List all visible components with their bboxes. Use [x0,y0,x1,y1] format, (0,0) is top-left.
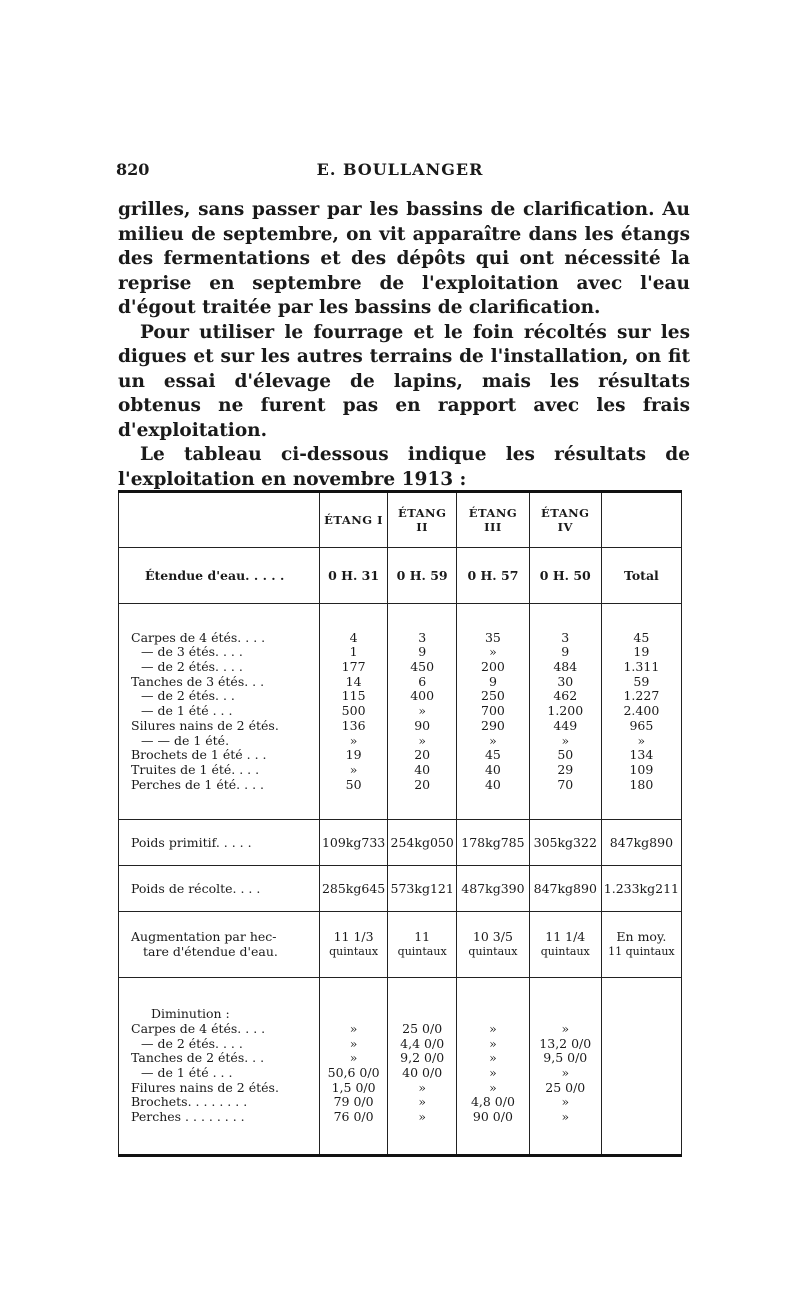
table-cell: » [561,1094,570,1110]
table-cell: quintaux [468,944,518,958]
diminution-block [119,978,682,1156]
table-cell: » [349,732,358,748]
table-cell: 40 [484,776,501,792]
table-cell: 9 [488,673,497,689]
table-cell: 109kg733 [319,820,387,866]
table-cell: 178kg785 [457,820,530,866]
table-cell: 20 [414,776,431,792]
row-label: Augmentation par hec- [131,928,277,944]
table-cell: 9 [561,644,570,660]
table-cell: 484 [553,659,578,675]
table-cell: » [349,1035,358,1051]
table-cell: 45 [633,629,650,645]
table-cell: 847kg890 [601,820,681,866]
table-cell: 0 H. 57 [457,548,530,604]
table-cell: 1.227 [623,688,660,704]
table-cell: — de 2 étés. . . . [141,1035,243,1051]
table-cell: 20 [414,747,431,763]
table-cell: 9 [418,644,427,660]
table-cell: 500 [341,703,366,719]
table-cell: En moy. [616,928,667,944]
paragraph: grilles, sans passer par les bassins de clarification. Au milieu de septembre, on vit apparaître dans les étangs des fermentations et des dépôts qui ont nécessité la reprise en septembre de l'exploitation avec l'eau d'égout traitée par les bassins de clarification. [118,199,690,318]
diminution-labels [119,978,320,1156]
table-cell: 0 H. 31 [319,548,387,604]
poids-primitif-row [119,820,682,866]
table-cell: Brochets. . . . . . . . [131,1094,248,1110]
table-cell: 30 [557,673,574,689]
table-cell: 19 [633,644,650,660]
table-cell: 50,6 0/0 [327,1065,380,1080]
table-cell: » [561,1020,570,1036]
table-cell: 79 0/0 [333,1094,374,1110]
table-cell: » [489,1050,497,1066]
table-cell: » [418,1109,426,1125]
table-cell: 45 [484,747,501,763]
diminution-etang4 [532,1022,599,1125]
table-cell: 177 [341,659,366,675]
table-cell: — — de 1 été. [141,732,230,748]
table-cell: 2.400 [623,703,660,719]
fish-etang4 [529,604,601,820]
table-cell: » [489,732,497,748]
page-number: 820 [116,160,150,179]
table-cell: 25 0/0 [402,1020,443,1036]
fish-block [119,604,682,820]
table-cell: Carpes de 4 étés. . . . [131,629,266,645]
table-cell: 11 quintaux [608,944,675,958]
table-cell: 14 [345,673,362,689]
table-cell: 40 0/0 [402,1065,443,1080]
table-cell: Carpes de 4 étés. . . . [131,1020,266,1036]
column-header [601,492,681,548]
table-cell: Perches . . . . . . . . [131,1109,245,1125]
table-cell: 1.233kg211 [601,866,681,912]
column-header: ÉTANG I [319,492,387,548]
table-cell: 0 H. 50 [529,548,601,604]
paragraph: Le tableau ci-dessous indique les résultats de l'exploitation en novembre 1913 : [118,444,690,490]
table-cell: 254kg050 [388,820,457,866]
table-cell: 180 [629,776,654,792]
running-title: E. BOULLANGER [316,160,484,179]
table-cell: 250 [481,688,505,704]
table-cell: 1 [349,644,358,660]
table-cell: 4,4 0/0 [400,1035,445,1051]
table-cell: » [489,1079,497,1095]
table-cell: » [489,1035,497,1051]
table-cell: 59 [633,673,650,689]
table-cell: 1,5 0/0 [331,1079,376,1095]
fish-total [601,604,681,820]
results-table [118,490,682,1157]
table-cell: 449 [553,717,578,733]
diminution-etang1 [322,1022,385,1125]
table-cell: 6 [418,673,427,689]
table-cell: Total [601,548,681,604]
diminution-etang3 [459,1022,527,1125]
fish-etang1 [319,604,387,820]
table-cell: » [489,644,497,660]
fish-etang3 [457,604,530,820]
table-cell: 76 0/0 [333,1109,374,1125]
table-cell: 109 [629,761,654,777]
table-cell: 136 [341,717,366,733]
table-cell: quintaux [540,944,590,958]
table-cell: 29 [557,761,574,777]
augmentation-label [119,912,320,978]
table-header-row [119,492,682,548]
table-cell: 40 [484,761,501,777]
fish-etang2 [388,604,457,820]
table-cell: 115 [341,688,366,704]
table-cell: 0 H. 59 [388,548,457,604]
table-cell: — de 2 étés. . . [141,688,235,704]
table-cell: 19 [345,747,362,763]
table-cell: » [489,1065,497,1080]
table-cell: 70 [557,776,574,792]
table-cell: 400 [410,688,435,704]
table-cell: 487kg390 [457,866,530,912]
column-header: ÉTANG II [388,492,457,548]
table-cell: 11 1/3 [333,928,374,944]
column-header: ÉTANG III [457,492,530,548]
table-cell: Truites de 1 été. . . . [131,761,260,777]
table-cell: 450 [410,659,435,675]
table-cell: 50 [345,776,362,792]
table-cell: 1.311 [623,659,660,675]
table-cell: 4 [349,629,358,645]
row-label: Étendue d'eau. . . . . [119,548,320,604]
table-cell: 1.200 [547,703,584,719]
surface-row [119,548,682,604]
table-cell: » [418,1079,426,1095]
table-cell: 13,2 0/0 [539,1035,592,1051]
table-cell: » [561,1065,570,1080]
paragraph: Pour utiliser le fourrage et le foin récoltés sur les digues et sur les autres terrains de l'installation, on fit un essai d'élevage de lapins, mais les résultats obtenus ne furent pas en rapport avec les frais d'exploitation. [118,321,690,441]
table-cell: » [637,732,646,748]
table-cell: Silures nains de 2 étés. [131,717,279,733]
row-label: Poids de récolte. . . . [119,866,320,912]
table-cell: quintaux [329,944,379,958]
table-cell: 3 [418,629,427,645]
table-cell: 290 [481,717,505,733]
table-cell: Brochets de 1 été . . . [131,747,267,763]
table-cell: Perches de 1 été. . . . [131,776,264,792]
table-cell: 11 1/4 [545,928,586,944]
row-label: Poids primitif. . . . . [119,820,320,866]
table-cell: 11 [414,928,431,944]
table-cell: 700 [481,703,505,719]
table-cell: 285kg645 [319,866,387,912]
table-cell: — de 1 été . . . [141,703,233,719]
table-cell: quintaux [397,944,447,958]
table-cell: 305kg322 [529,820,601,866]
table-cell: 200 [481,659,505,675]
table-cell: » [349,1050,358,1066]
table-cell: » [349,1020,358,1036]
table-cell: » [561,732,570,748]
table-cell: 90 0/0 [472,1109,513,1125]
table-cell: 25 0/0 [545,1079,586,1095]
table-cell: 9,5 0/0 [543,1050,588,1066]
table-cell: Tanches de 2 étés. . . [131,1050,265,1066]
table-cell: 462 [553,688,578,704]
table-cell: » [418,703,426,719]
table-cell: 3 [561,629,570,645]
table-cell: — de 1 été . . . [141,1065,233,1080]
table-cell: — de 3 étés. . . . [141,644,243,660]
augmentation-row [119,912,682,978]
table-cell: 573kg121 [388,866,457,912]
table-cell: Filures nains de 2 étés. [131,1079,279,1095]
poids-recolte-row [119,866,682,912]
table-cell: 10 3/5 [472,928,513,944]
table-cell: » [489,1020,497,1036]
fish-labels [119,604,320,820]
table-cell: 134 [629,747,654,763]
table-cell: 90 [414,717,431,733]
table-cell: 50 [557,747,574,763]
table-cell: » [418,1094,426,1110]
table-cell: » [418,732,426,748]
table-cell: Tanches de 3 étés. . . [131,673,265,689]
table-cell: 9,2 0/0 [400,1050,445,1066]
diminution-title: Diminution : [151,1006,230,1022]
table-cell: » [349,761,358,777]
diminution-etang2 [390,1022,454,1125]
table-cell: 965 [629,717,654,733]
table-cell: » [561,1109,570,1125]
body-text [118,198,690,492]
table-cell: 4,8 0/0 [470,1094,515,1110]
table-cell: 847kg890 [529,866,601,912]
table-cell: — de 2 étés. . . . [141,659,243,675]
table-cell: 40 [414,761,431,777]
column-header: ÉTANG IV [529,492,601,548]
table-cell: 35 [484,629,501,645]
row-label: tare d'étendue d'eau. [143,943,278,959]
